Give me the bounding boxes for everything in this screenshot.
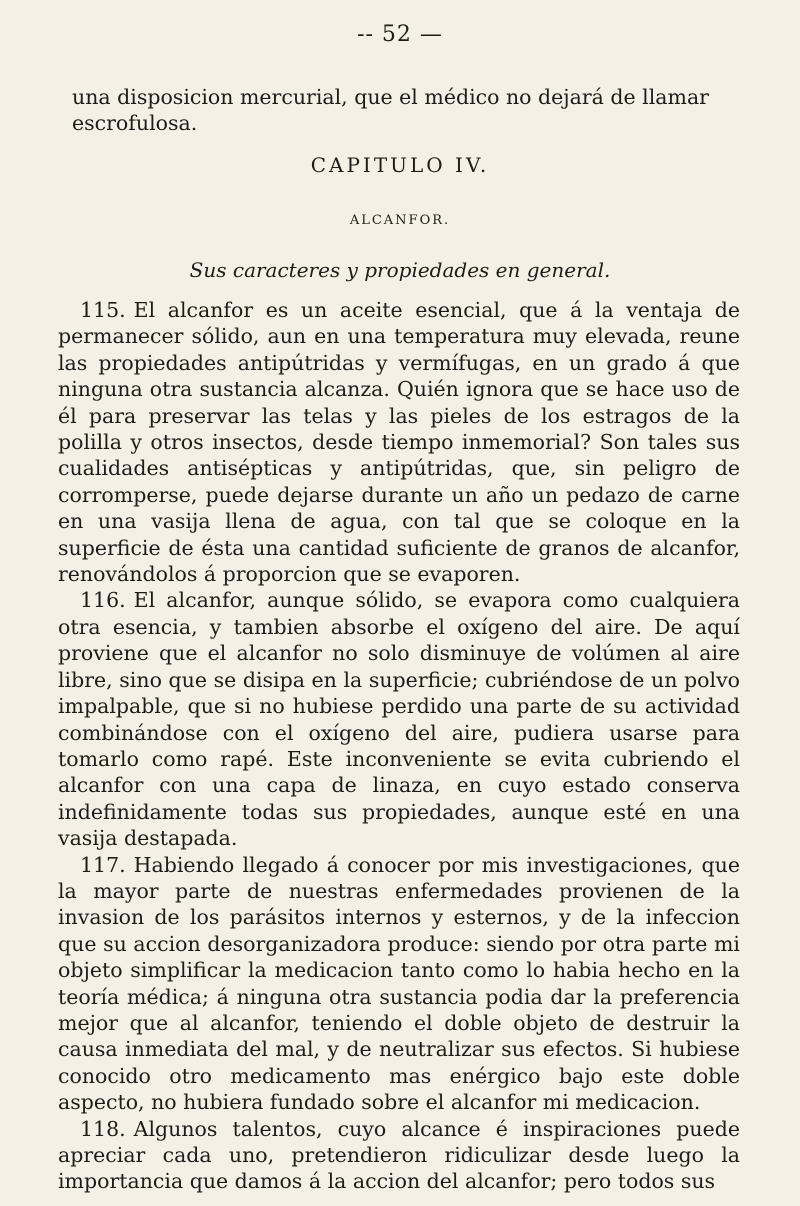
paragraph-text: Habiendo llegado á conocer por mis investigaciones, que la mayor parte de nuestras enfermedades provienen de la invasion de los parásitos internos y esternos, y de la infeccion que su accion desorganizadora produce: siendo por otra parte mi objeto simplificar la medicacion tanto como lo habia hecho en la teoría médica; á ninguna otra sustancia podia dar la preferencia mejor que al alcanfor, teniendo el doble objeto de destruir la causa inmediata del mal, y de neutralizar sus efectos. Si hubiese conocido otro medicamento mas enérgico bajo este doble aspecto, no hubiera fundado sobre el alcanfor mi medicacion.: [58, 852, 740, 1115]
paragraph-number: 118.: [80, 1116, 126, 1141]
subtitle: Sus caracteres y propiedades en general.: [189, 258, 611, 282]
chapter-title: CAPITULO IV.: [310, 153, 490, 177]
paragraph-number: 115.: [80, 298, 126, 322]
lead-text: una disposicion mercurial, que el médico no dejará de llamar escrofulosa.: [72, 85, 709, 135]
paragraph-117: [58, 852, 740, 1116]
paragraph-text: Algunos talentos, cuyo alcance é inspiraciones puede apreciar cada uno, pretendieron ridiculizar desde luego la importancia que damos á la accion del alcanfor; pero todos sus: [58, 1116, 740, 1194]
paragraph-number: 116.: [80, 588, 126, 613]
page-number: -- 52 —: [357, 22, 443, 47]
body-text: [58, 297, 740, 1195]
paragraph-text: El alcanfor es un aceite esencial, que á la ventaja de permanecer sólido, aun en una temperatura muy elevada, reune las propiedades antipútridas y vermífugas, en un grado á que ninguna otra sustancia alcanza. Quién ignora que se hace uso de él para preservar las telas y las pieles de los estragos de la polilla y otros insectos, desde tiempo inmemorial? Son tales sus cualidades antisépticas y antipútridas, que, sin peligro de corromperse, puede dejarse durante un año un pedazo de carne en una vasija llena de agua, con tal que se coloque en la superficie de ésta una cantidad suficiente de granos de alcanfor, renovándolos á proporcion que se evaporen.: [58, 298, 740, 587]
section-title: ALCANFOR.: [349, 213, 451, 228]
paragraph-text: El alcanfor, aunque sólido, se evapora como cualquiera otra esencia, y tambien absorbe el oxígeno del aire. De aquí proviene que el alcanfor no solo disminuye de volúmen al aire libre, sino que se disipa en la superficie; cubriéndose de un polvo impalpable, que si no hubiese perdido una parte de su actividad combinándose con el oxígeno del aire, pudiera usarse para tomarlo como rapé. Este inconveniente se evita cubriendo el alcanfor con una capa de linaza, en cuyo estado conserva indefinidamente todas sus propiedades, aunque esté en una vasija destapada.: [58, 588, 740, 851]
paragraph-116: [58, 587, 740, 851]
paragraph-115: [58, 297, 740, 587]
paragraph-number: 117.: [80, 852, 126, 877]
paragraph-118: [58, 1116, 740, 1195]
